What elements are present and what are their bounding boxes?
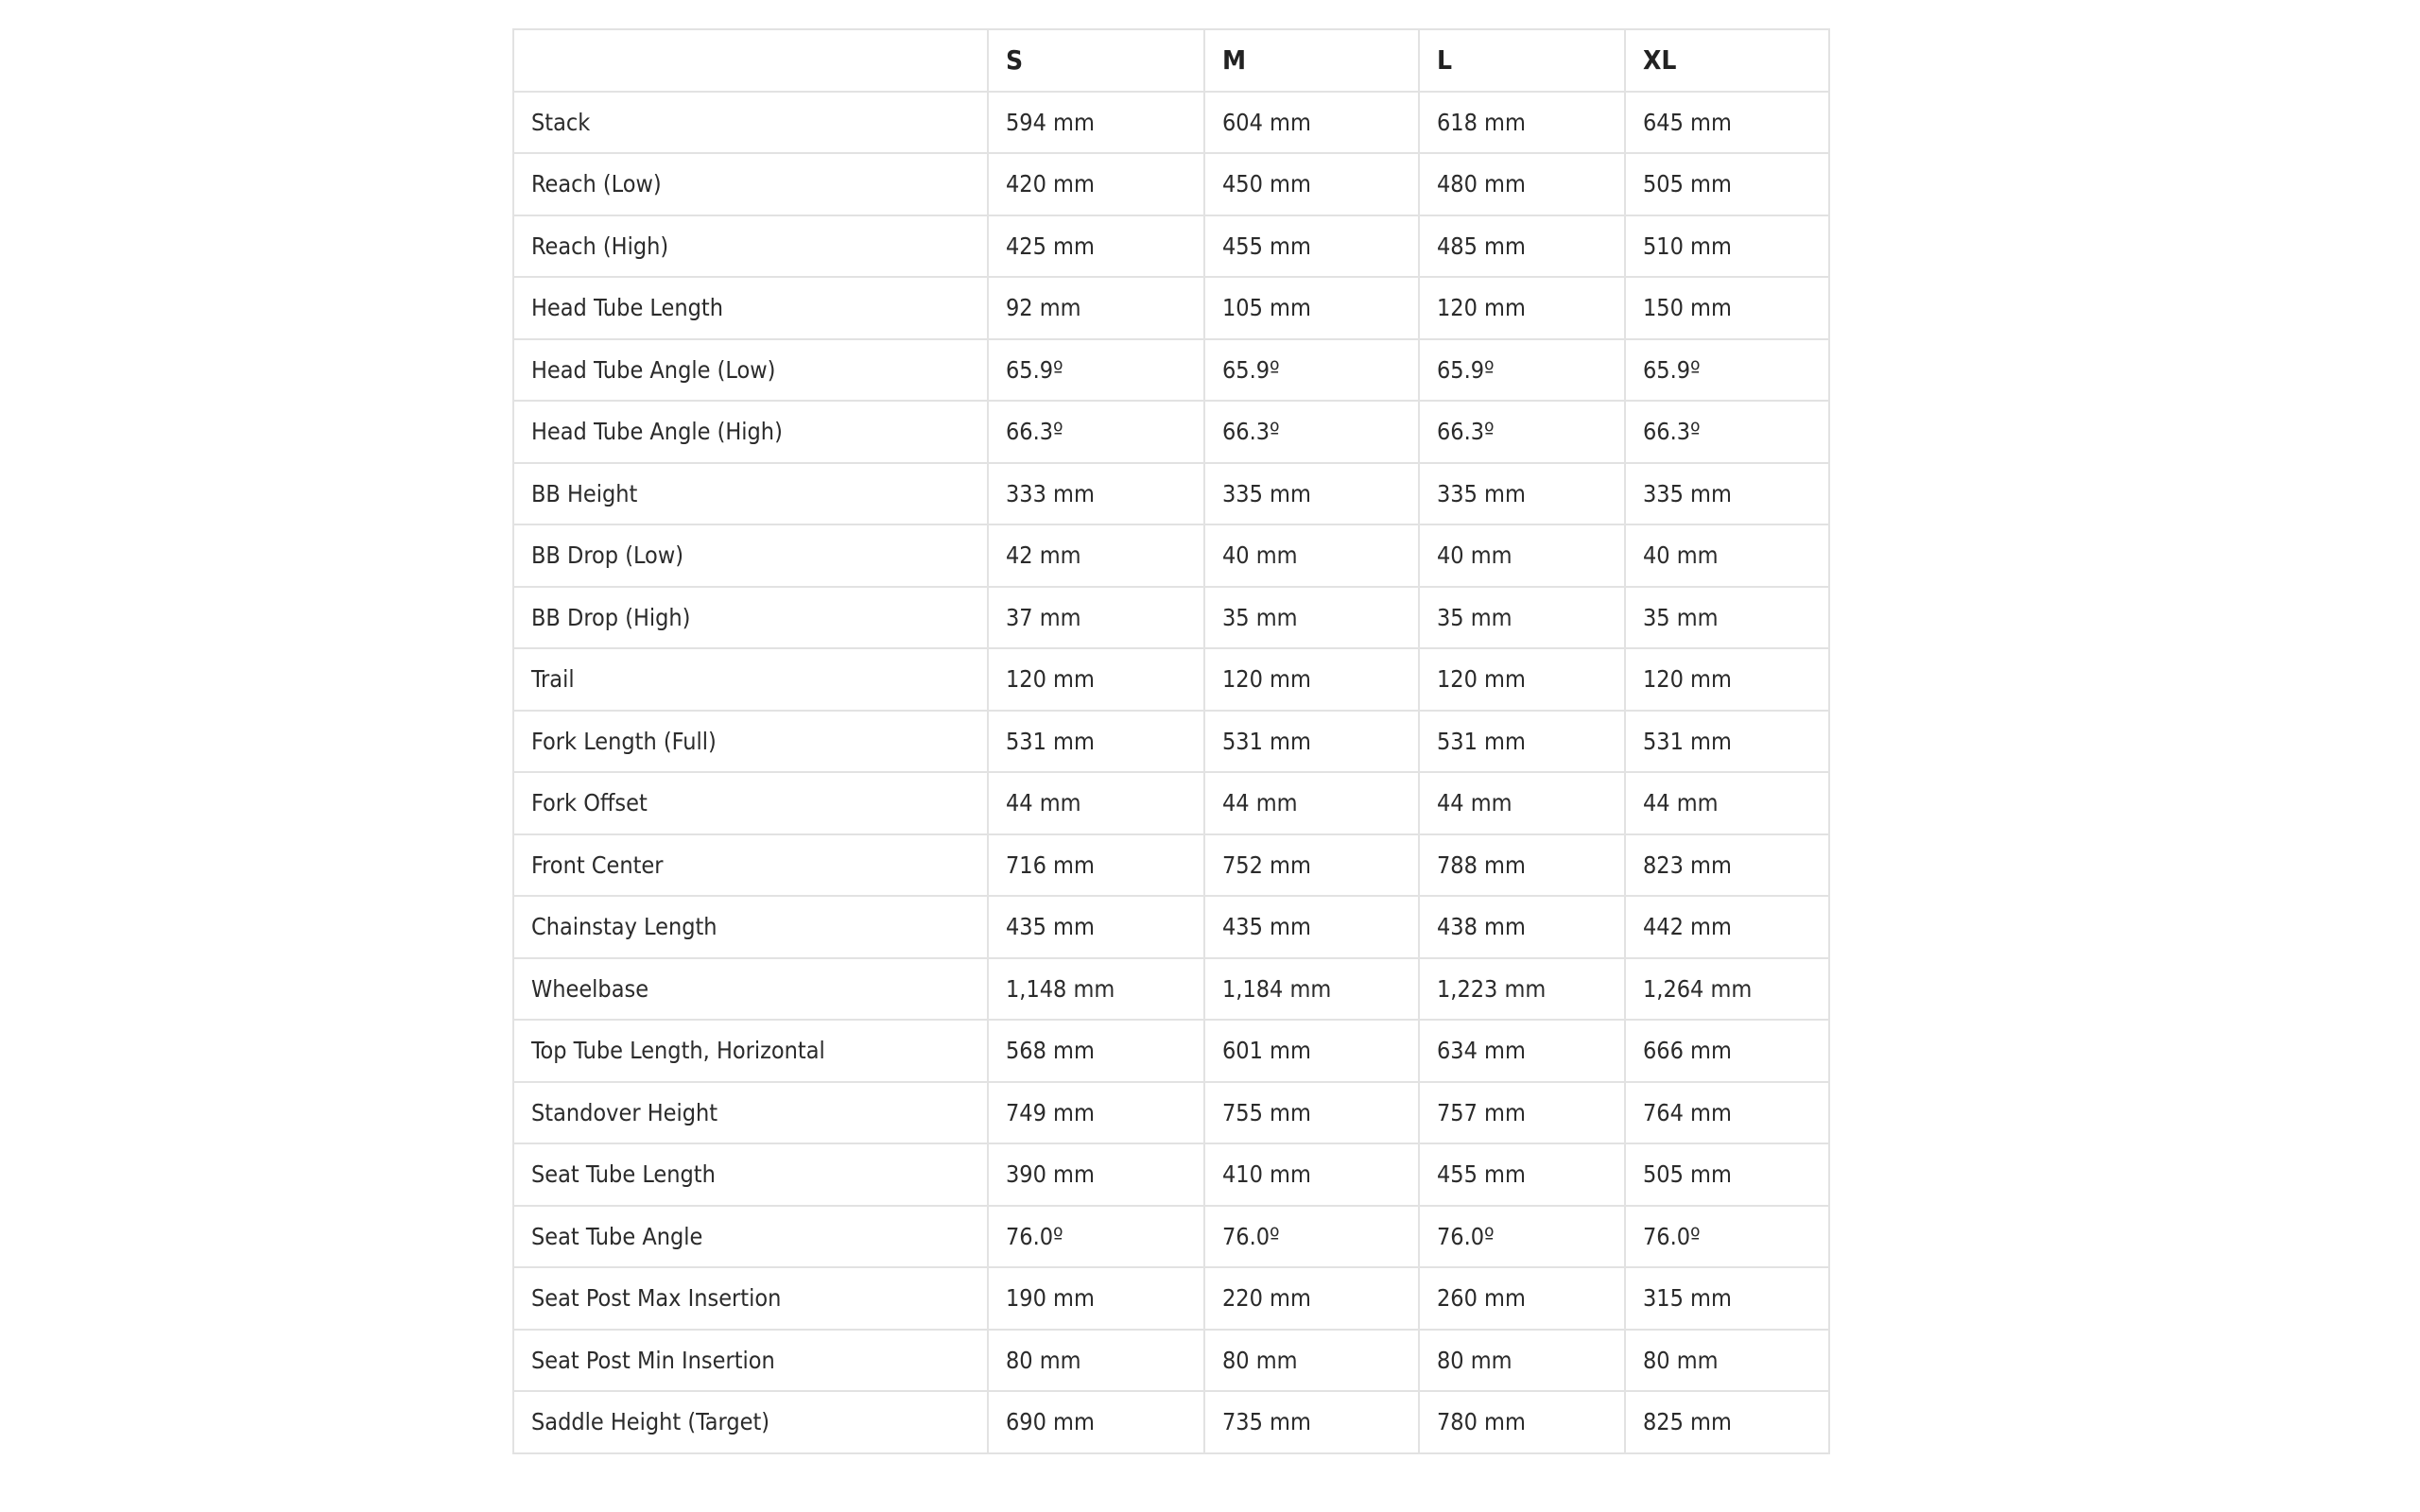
measurement-cell: 568 mm — [988, 1020, 1204, 1082]
table-row — [513, 92, 1829, 154]
measurement-cell: 66.3º — [1419, 401, 1625, 463]
table-row — [513, 401, 1829, 463]
measurement-cell: 80 mm — [1625, 1330, 1829, 1392]
measurement-label: Chainstay Length — [513, 896, 988, 958]
measurement-cell: 76.0º — [1204, 1206, 1419, 1268]
measurement-cell: 44 mm — [1419, 772, 1625, 834]
measurement-cell: 645 mm — [1625, 92, 1829, 154]
size-header: XL — [1625, 29, 1829, 92]
table-row — [513, 711, 1829, 773]
measurement-cell: 120 mm — [1419, 648, 1625, 711]
measurement-cell: 44 mm — [1625, 772, 1829, 834]
measurement-cell: 105 mm — [1204, 277, 1419, 339]
measurement-label: Trail — [513, 648, 988, 711]
measurement-cell: 120 mm — [988, 648, 1204, 711]
measurement-cell: 35 mm — [1204, 587, 1419, 649]
measurement-cell: 66.3º — [988, 401, 1204, 463]
measurement-cell: 76.0º — [988, 1206, 1204, 1268]
measurement-label: Head Tube Angle (High) — [513, 401, 988, 463]
measurement-label: Saddle Height (Target) — [513, 1391, 988, 1453]
measurement-cell: 1,184 mm — [1204, 958, 1419, 1021]
table-row — [513, 648, 1829, 711]
measurement-cell: 455 mm — [1419, 1143, 1625, 1206]
measurement-cell: 35 mm — [1625, 587, 1829, 649]
measurement-label: Head Tube Length — [513, 277, 988, 339]
measurement-label: Seat Post Min Insertion — [513, 1330, 988, 1392]
measurement-cell: 65.9º — [1419, 339, 1625, 402]
table-row — [513, 524, 1829, 587]
measurement-cell: 44 mm — [1204, 772, 1419, 834]
table-row — [513, 1391, 1829, 1453]
measurement-cell: 480 mm — [1419, 153, 1625, 215]
table-row — [513, 339, 1829, 402]
measurement-cell: 455 mm — [1204, 215, 1419, 278]
measurement-label: Front Center — [513, 834, 988, 897]
measurement-label: Fork Offset — [513, 772, 988, 834]
table-row — [513, 463, 1829, 525]
measurement-cell: 604 mm — [1204, 92, 1419, 154]
measurement-cell: 531 mm — [1204, 711, 1419, 773]
table-row — [513, 834, 1829, 897]
measurement-cell: 438 mm — [1419, 896, 1625, 958]
measurement-cell: 65.9º — [1204, 339, 1419, 402]
measurement-label: BB Drop (Low) — [513, 524, 988, 587]
measurement-cell: 35 mm — [1419, 587, 1625, 649]
measurement-cell: 66.3º — [1625, 401, 1829, 463]
measurement-cell: 190 mm — [988, 1267, 1204, 1330]
measurement-cell: 510 mm — [1625, 215, 1829, 278]
measurement-cell: 335 mm — [1204, 463, 1419, 525]
measurement-cell: 76.0º — [1419, 1206, 1625, 1268]
measurement-label: Seat Post Max Insertion — [513, 1267, 988, 1330]
measurement-label: Head Tube Angle (Low) — [513, 339, 988, 402]
measurement-cell: 755 mm — [1204, 1082, 1419, 1144]
measurement-cell: 690 mm — [988, 1391, 1204, 1453]
measurement-cell: 44 mm — [988, 772, 1204, 834]
measurement-cell: 601 mm — [1204, 1020, 1419, 1082]
measurement-cell: 40 mm — [1625, 524, 1829, 587]
table-row — [513, 1267, 1829, 1330]
measurement-cell: 120 mm — [1419, 277, 1625, 339]
table-row — [513, 1206, 1829, 1268]
measurement-cell: 40 mm — [1419, 524, 1625, 587]
measurement-cell: 764 mm — [1625, 1082, 1829, 1144]
measurement-cell: 780 mm — [1419, 1391, 1625, 1453]
header-row — [513, 29, 1829, 92]
table-row — [513, 958, 1829, 1021]
table-row — [513, 772, 1829, 834]
measurement-cell: 716 mm — [988, 834, 1204, 897]
measurement-cell: 92 mm — [988, 277, 1204, 339]
measurement-cell: 76.0º — [1625, 1206, 1829, 1268]
measurement-cell: 435 mm — [988, 896, 1204, 958]
measurement-cell: 531 mm — [1625, 711, 1829, 773]
measurement-cell: 531 mm — [988, 711, 1204, 773]
measurement-cell: 485 mm — [1419, 215, 1625, 278]
measurement-cell: 823 mm — [1625, 834, 1829, 897]
measurement-cell: 1,264 mm — [1625, 958, 1829, 1021]
measurement-cell: 66.3º — [1204, 401, 1419, 463]
measurement-cell: 825 mm — [1625, 1391, 1829, 1453]
measurement-label: BB Drop (High) — [513, 587, 988, 649]
measurement-cell: 757 mm — [1419, 1082, 1625, 1144]
measurement-cell: 42 mm — [988, 524, 1204, 587]
measurement-cell: 420 mm — [988, 153, 1204, 215]
measurement-cell: 752 mm — [1204, 834, 1419, 897]
measurement-cell: 65.9º — [1625, 339, 1829, 402]
measurement-cell: 442 mm — [1625, 896, 1829, 958]
measurement-cell: 333 mm — [988, 463, 1204, 525]
measurement-cell: 505 mm — [1625, 153, 1829, 215]
blank-header — [513, 29, 988, 92]
measurement-cell: 425 mm — [988, 215, 1204, 278]
measurement-cell: 618 mm — [1419, 92, 1625, 154]
measurement-label: Fork Length (Full) — [513, 711, 988, 773]
measurement-cell: 260 mm — [1419, 1267, 1625, 1330]
measurement-cell: 788 mm — [1419, 834, 1625, 897]
measurement-cell: 531 mm — [1419, 711, 1625, 773]
table-row — [513, 215, 1829, 278]
table-row — [513, 587, 1829, 649]
measurement-label: Top Tube Length, Horizontal — [513, 1020, 988, 1082]
geometry-table — [512, 28, 1830, 1454]
measurement-cell: 735 mm — [1204, 1391, 1419, 1453]
measurement-cell: 335 mm — [1625, 463, 1829, 525]
table-row — [513, 277, 1829, 339]
measurement-label: Reach (High) — [513, 215, 988, 278]
measurement-cell: 120 mm — [1204, 648, 1419, 711]
table-row — [513, 1143, 1829, 1206]
measurement-cell: 594 mm — [988, 92, 1204, 154]
measurement-cell: 220 mm — [1204, 1267, 1419, 1330]
measurement-label: Seat Tube Angle — [513, 1206, 988, 1268]
table-row — [513, 896, 1829, 958]
measurement-cell: 435 mm — [1204, 896, 1419, 958]
measurement-cell: 80 mm — [1419, 1330, 1625, 1392]
measurement-cell: 634 mm — [1419, 1020, 1625, 1082]
measurement-cell: 37 mm — [988, 587, 1204, 649]
measurement-cell: 450 mm — [1204, 153, 1419, 215]
measurement-label: BB Height — [513, 463, 988, 525]
table-row — [513, 1082, 1829, 1144]
measurement-label: Stack — [513, 92, 988, 154]
measurement-cell: 390 mm — [988, 1143, 1204, 1206]
measurement-cell: 40 mm — [1204, 524, 1419, 587]
measurement-cell: 80 mm — [1204, 1330, 1419, 1392]
size-header: S — [988, 29, 1204, 92]
table-row — [513, 1330, 1829, 1392]
measurement-cell: 505 mm — [1625, 1143, 1829, 1206]
measurement-label: Wheelbase — [513, 958, 988, 1021]
measurement-cell: 120 mm — [1625, 648, 1829, 711]
measurement-cell: 1,223 mm — [1419, 958, 1625, 1021]
measurement-cell: 150 mm — [1625, 277, 1829, 339]
measurement-cell: 1,148 mm — [988, 958, 1204, 1021]
measurement-label: Standover Height — [513, 1082, 988, 1144]
measurement-cell: 335 mm — [1419, 463, 1625, 525]
size-header: M — [1204, 29, 1419, 92]
measurement-label: Seat Tube Length — [513, 1143, 988, 1206]
measurement-label: Reach (Low) — [513, 153, 988, 215]
measurement-cell: 666 mm — [1625, 1020, 1829, 1082]
measurement-cell: 410 mm — [1204, 1143, 1419, 1206]
size-header: L — [1419, 29, 1625, 92]
measurement-cell: 315 mm — [1625, 1267, 1829, 1330]
table-row — [513, 153, 1829, 215]
table-row — [513, 1020, 1829, 1082]
measurement-cell: 749 mm — [988, 1082, 1204, 1144]
measurement-cell: 65.9º — [988, 339, 1204, 402]
measurement-cell: 80 mm — [988, 1330, 1204, 1392]
